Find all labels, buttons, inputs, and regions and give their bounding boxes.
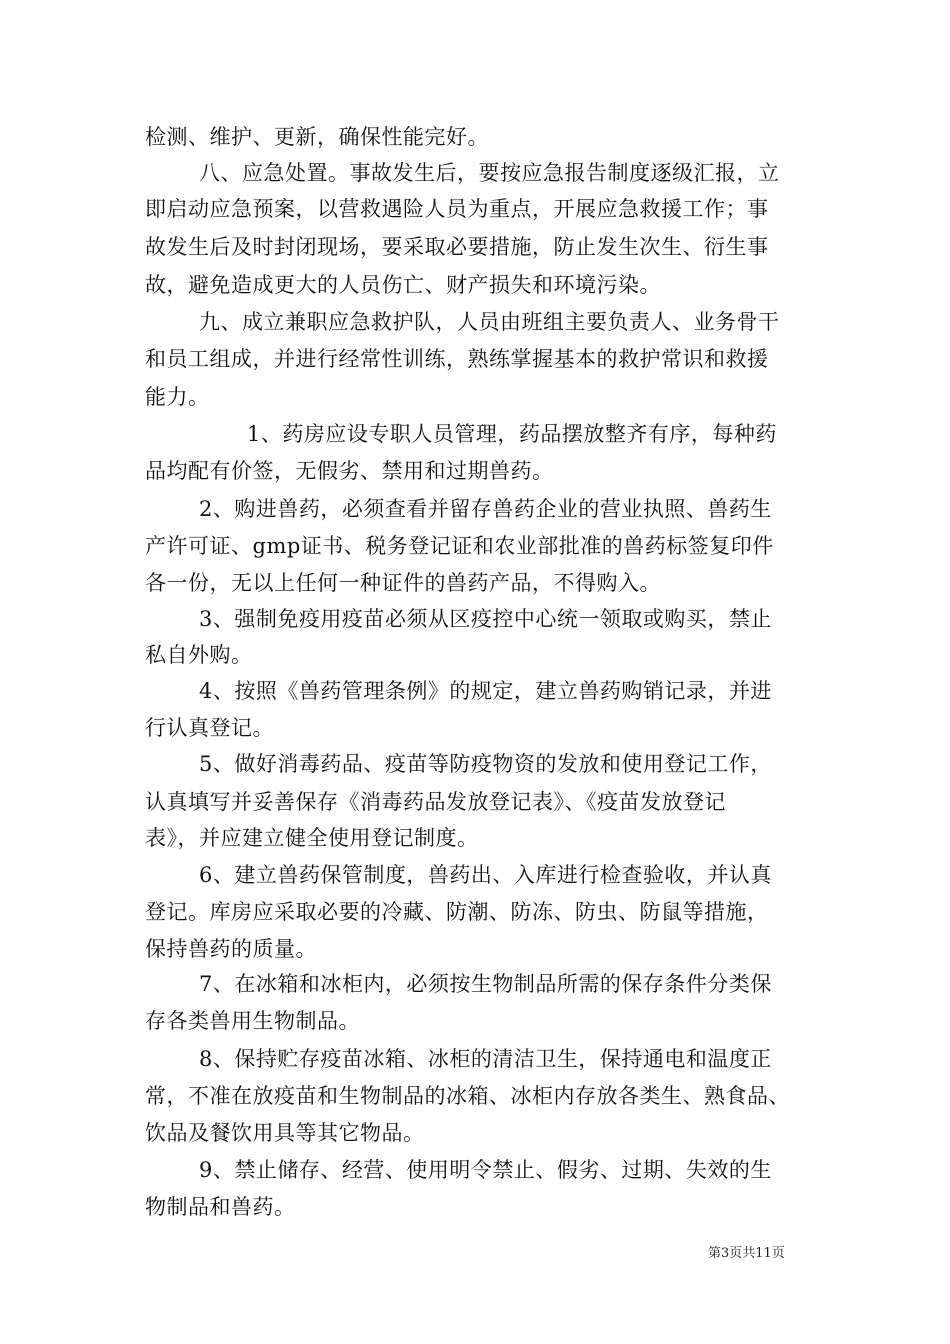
page-number-footer: 第3页共11页 — [708, 1246, 785, 1261]
body-line: 存各类兽用生物制品。 — [145, 1009, 360, 1033]
body-line: 能力。 — [145, 385, 210, 409]
body-line: 即启动应急预案，以营救遇险人员为重点，开展应急救援工作；事 — [145, 197, 769, 221]
body-line: 物制品和兽药。 — [145, 1195, 296, 1219]
body-line: 登记。库房应采取必要的冷藏、防潮、防冻、防虫、防鼠等措施， — [145, 900, 769, 924]
body-line: 和员工组成，并进行经常性训练，熟练掌握基本的救护常识和救援 — [145, 347, 769, 371]
body-line: 7、在冰箱和冰柜内，必须按生物制品所需的保存条件分类保 — [199, 972, 772, 996]
body-line: 1、药房应设专职人员管理，药品摆放整齐有序，每种药 — [247, 422, 777, 446]
body-line: 表》，并应建立健全使用登记制度。 — [145, 826, 479, 850]
body-line: 常，不准在放疫苗和生物制品的冰箱、冰柜内存放各类生、熟食品、 — [145, 1084, 790, 1108]
body-line: 饮品及餐饮用具等其它物品。 — [145, 1121, 425, 1145]
body-line: 私自外购。 — [145, 643, 253, 667]
body-line: 各一份，无以上任何一种证件的兽药产品，不得购入。 — [145, 571, 661, 595]
body-line: 检测、维护、更新，确保性能完好。 — [145, 125, 489, 149]
body-line: 八、应急处置。事故发生后，要按应急报告制度逐级汇报，立 — [199, 161, 780, 185]
body-line: 9、禁止储存、经营、使用明令禁止、假劣、过期、失效的生 — [199, 1158, 772, 1182]
body-line: 8、保持贮存疫苗冰箱、冰柜的清洁卫生，保持通电和温度正 — [199, 1047, 772, 1071]
body-line: 故，避免造成更大的人员伤亡、财产损失和环境污染。 — [145, 273, 661, 297]
body-line: 故发生后及时封闭现场，要采取必要措施，防止发生次生、衍生事 — [145, 235, 769, 259]
body-line: 5、做好消毒药品、疫苗等防疫物资的发放和使用登记工作， — [199, 752, 772, 776]
body-line: 2、购进兽药，必须查看并留存兽药企业的营业执照、兽药生 — [199, 497, 772, 521]
body-line: 保持兽药的质量。 — [145, 937, 317, 961]
body-line: 九、成立兼职应急救护队，人员由班组主要负责人、业务骨干 — [199, 310, 780, 334]
body-line: 3、强制免疫用疫苗必须从区疫控中心统一领取或购买，禁止 — [199, 607, 772, 631]
body-line: 品均配有价签，无假劣、禁用和过期兽药。 — [145, 459, 554, 483]
body-line: 认真填写并妥善保存《消毒药品发放登记表》、《疫苗发放登记 — [145, 790, 726, 814]
body-line: 产许可证、gmp证书、税务登记证和农业部批准的兽药标签复印件 — [145, 534, 774, 558]
body-line: 4、按照《兽药管理条例》的规定，建立兽药购销记录，并进 — [199, 679, 772, 703]
body-line: 6、建立兽药保管制度，兽药出、入库进行检查验收，并认真 — [199, 863, 772, 887]
body-line: 行认真登记。 — [145, 716, 274, 740]
